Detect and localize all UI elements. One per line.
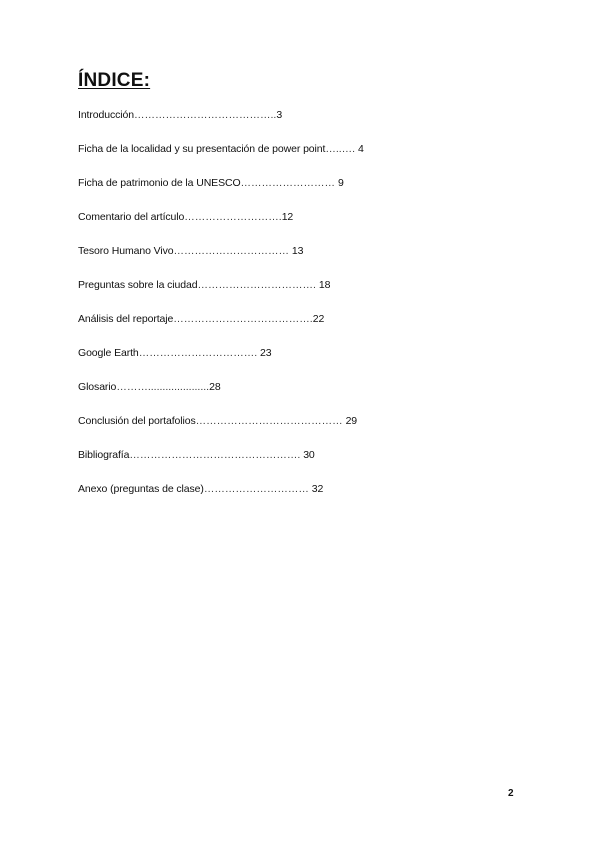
- toc-entry-page: 4: [358, 143, 364, 155]
- toc-entry-page: 32: [311, 483, 324, 495]
- toc-entry-page: 18: [318, 279, 331, 291]
- toc-entry: [78, 480, 364, 514]
- toc-leader-dots: ……………………………………: [195, 415, 346, 427]
- toc-entry: [78, 208, 364, 242]
- toc-entry-page: 22: [312, 313, 325, 325]
- toc-entry: [78, 378, 364, 412]
- toc-leader-dots: …..….: [325, 143, 359, 155]
- toc-entry: [78, 106, 364, 140]
- toc-entry-page: 13: [291, 245, 304, 257]
- toc-leader-dots: …………………………….: [197, 279, 319, 291]
- toc-entry-page: 3: [276, 109, 283, 121]
- toc-entry-page: 30: [303, 449, 315, 461]
- toc-entry: [78, 412, 364, 446]
- toc-entry: [78, 174, 364, 208]
- toc-entry-page: 12: [281, 211, 294, 223]
- toc-entry-page: 23: [260, 347, 272, 359]
- toc-entry: [78, 140, 364, 174]
- toc-leader-dots: …………………………….: [138, 347, 261, 359]
- toc-entry-label: Preguntas sobre la ciudad: [78, 279, 198, 291]
- toc-entry-label: Ficha de la localidad y su presentación de power point: [78, 143, 326, 155]
- toc-entry-label: Tesoro Humano Vivo: [78, 245, 174, 257]
- toc-entry-page: 9: [337, 177, 344, 189]
- toc-entry-label: Ficha de patrimonio de la UNESCO: [78, 177, 241, 189]
- toc-leader-dots: ………………………………….: [173, 313, 313, 325]
- toc-leader-dots: ………………………………………….: [129, 449, 304, 461]
- toc-entry-label: Análisis del reportaje: [78, 313, 174, 325]
- toc-leader-dots: ……………………………: [173, 245, 292, 257]
- toc-entry: [78, 242, 364, 276]
- toc-entry-label: Comentario del artículo: [78, 211, 185, 223]
- toc-leader-dots: ………………………: [240, 177, 338, 189]
- toc-entry-label: Glosario: [78, 381, 117, 393]
- toc-entry-label: Bibliografía: [78, 449, 130, 461]
- toc-entry-label: Google Earth: [78, 347, 139, 359]
- toc-entry: [78, 446, 364, 480]
- toc-leader-dots: …………………………………..: [134, 109, 277, 121]
- toc-leader-dots: …………………………: [203, 483, 312, 495]
- toc-entry-page: 28: [209, 381, 221, 393]
- toc-entry: [78, 344, 364, 378]
- index-title: ÍNDICE:: [78, 70, 151, 91]
- toc-entry: [78, 310, 364, 344]
- toc-entry-label: Introducción: [78, 109, 135, 121]
- toc-leader-dots: ……….....................: [116, 381, 210, 393]
- table-of-contents: [78, 106, 364, 514]
- toc-entry-label: Conclusión del portafolios: [78, 415, 196, 427]
- toc-leader-dots: ……………………….: [184, 211, 282, 223]
- page-number: 2: [508, 788, 514, 799]
- toc-entry-page: 29: [345, 415, 358, 427]
- toc-entry: [78, 276, 364, 310]
- toc-entry-label: Anexo (preguntas de clase): [78, 483, 204, 495]
